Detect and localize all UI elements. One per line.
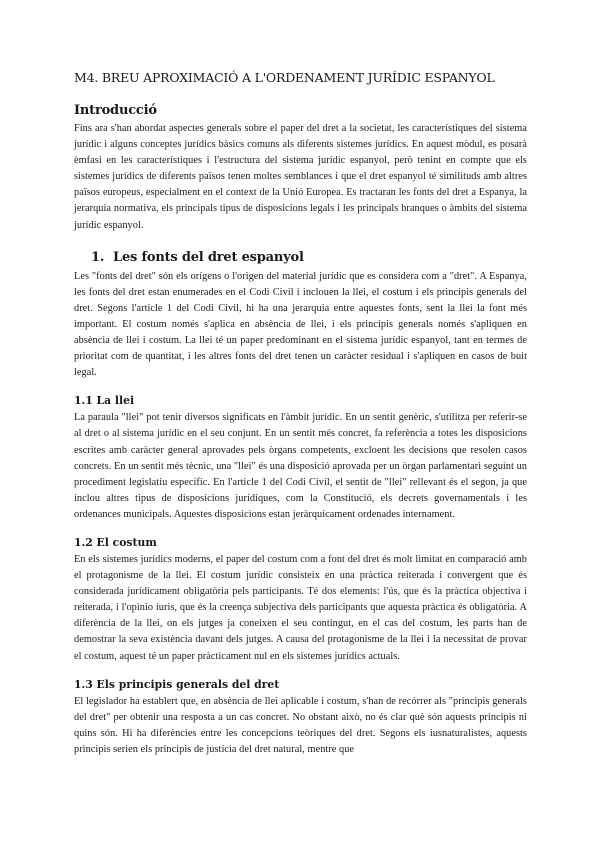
section-1-paragraph: Les "fonts del dret" són els orígens o l'origen del material jurídic que es considera com a "dret". A Espanya, les fonts del dret estan enumerades en el Codi Civil i inclouen la llei, el costum i els principis generals del dret. Segons l'article 1 del Codi Civil, hi ha una jerarquia entre aquestes fonts, sent la llei la font més important. El costum només s'aplica en absència de llei, i els principis generals només s'apliquen en absència de llei i costum. La llei té un paper predominant en el sistema jurídic espanyol, tant en termes de prioritat com de quantitat, i les altres fonts del dret tenen un caràcter residual i s'apliquen en casos de buit legal. (74, 270, 527, 379)
subsection-1-3-paragraph: El legislador ha establert que, en absència de llei aplicable i costum, s'han de recórrer als "principis generals del dret" per obtenir una resposta a un cas concret. No obstant això, no és clar què són aquests principis ni quins són. Hi ha diferències entre les concepcions teòriques del dret. Segons els iusnaturalistes, aquests principis serien els principis de justícia del dret natural, mentre que (74, 695, 527, 755)
subsection-1-1-paragraph: La paraula "llei" pot tenir diversos significats en l'àmbit jurídic. En un sentit genèric, s'utilitza per referir-se al dret o al sistema jurídic en el seu conjunt. En un sentit més concret, fa referència a totes les disposicions escrites amb caràcter general aprovades pels òrgans competents, excloent les decisions que resolen casos concrets. En un sentit més tècnic, una "llei" és una disposició aprovada per un òrgan parlamentari seguint un procediment legislatiu específic. En l'article 1 del Codi Civil, el sentit de "llei" rellevant és el segon, ja que inclou altres tipus de disposicions jurídiques, com la Constitució, els decrets governamentals i les ordenances municipals. Aquestes disposicions estan jeràrquicament ordenades internament. (74, 412, 527, 520)
subsection-1-2-heading: 1.2 El costum (74, 535, 157, 549)
section-1-number: 1. (91, 249, 105, 265)
intro-paragraph: Fins ara s'han abordat aspectes generals sobre el paper del dret a la societat, les característiques del sistema jurídic i alguns conceptes jurídics bàsics comuns als diferents sistemes jurídics. En aquest mòdul, es posarà èmfasi en les característiques i l'estructura del sistema jurídic espanyol, però tenint en compte que els sistemes jurídics de diferents països tenen moltes semblances i que el dret espanyol té similituds amb altres països europeus, especialment en el context de la Unió Europea. Es tractaran les fonts del dret a Espanya, la jerarquia normativa, els principals tipus de disposicions legals i les principals branques o àmbits del sistema jurídic espanyol. (74, 123, 527, 231)
intro-heading: Introducció (74, 103, 157, 118)
section-1-heading (74, 250, 527, 265)
subsection-1-2-paragraph: En els sistemes jurídics moderns, el paper del costum com a font del dret és molt limitat en comparació amb el protagonisme de la llei. El costum jurídic consisteix en una pràctica reiterada i convergent que és considerada jurídicament obligatòria pels participants. Té dos elements: l'ús, que és la pràctica objectiva i reiterada, i l'opinio iuris, que és la creença subjectiva dels participants que aquesta pràctica és obligatòria. A diferència de la llei, on els jutges ja coneixen el seu contingut, en el cas del costum, les parts han de demostrar la seva existència davant dels jutges. A causa del protagonisme de la llei i la necessitat de provar el costum, aquest té un paper pràcticament nul en els sistemes jurídics actuals. (74, 553, 527, 662)
subsection-1-1-heading: 1.1 La llei (74, 394, 135, 408)
document-title: M4. BREU APROXIMACIÓ A L'ORDENAMENT JURÍDIC ESPANYOL (74, 70, 495, 85)
subsection-1-3-heading: 1.3 Els principis generals del dret (74, 677, 280, 691)
section-1-title: Les fonts del dret espanyol (113, 249, 304, 265)
